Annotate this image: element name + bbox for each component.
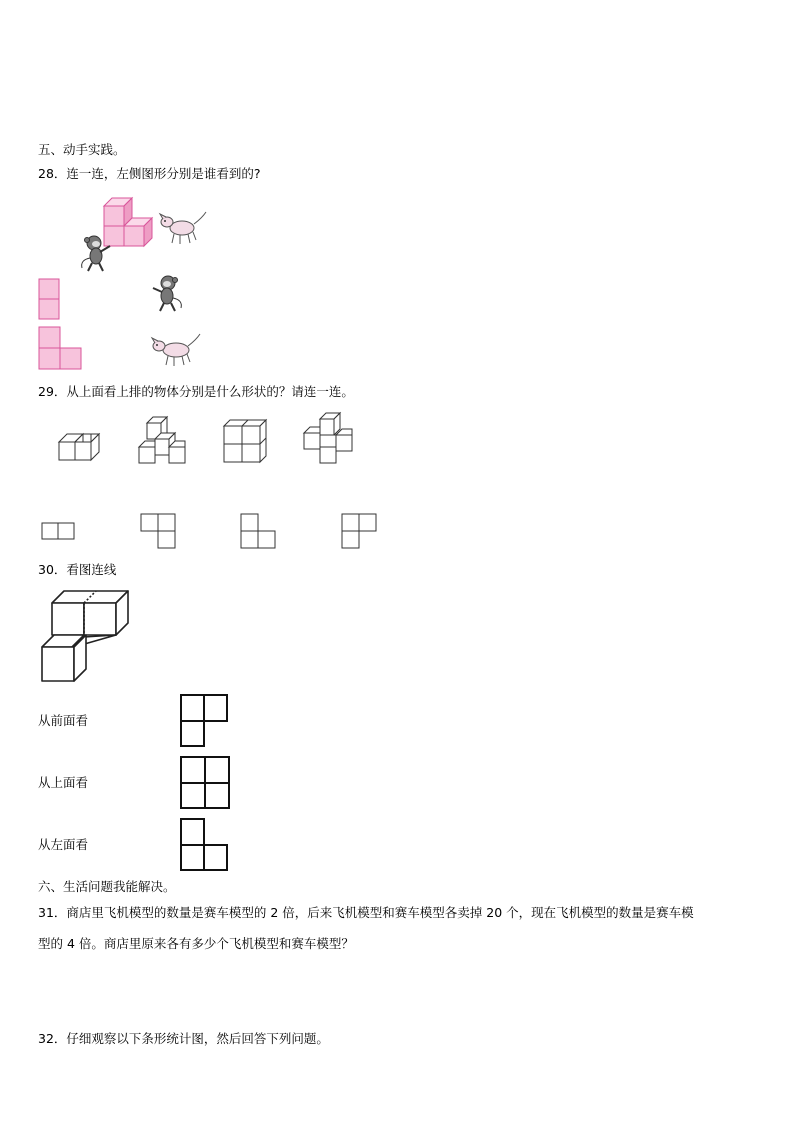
view-label-top: 从上面看	[38, 775, 89, 790]
dog-icon	[150, 332, 202, 368]
front-view-option-vertical	[38, 278, 62, 320]
monkey-icon	[78, 234, 114, 274]
solid-figure-a	[57, 430, 107, 464]
top-view-option-4	[341, 513, 379, 551]
side-view-option-l-shape	[38, 326, 84, 370]
question-32-text: 32．仔细观察以下条形统计图，然后回答下列问题。	[38, 1031, 329, 1046]
view-label-front: 从前面看	[38, 713, 89, 728]
view-shape-3	[180, 818, 230, 872]
top-view-option-3	[240, 513, 278, 551]
dog-icon	[158, 210, 208, 246]
monkey-icon	[150, 274, 186, 314]
solid-figure-b	[137, 413, 189, 465]
top-view-option-1	[41, 522, 77, 542]
solid-figure-q30	[40, 589, 132, 685]
view-shape-1	[180, 694, 230, 748]
section-5-heading: 五、动手实践。	[38, 142, 126, 157]
question-28-text: 28．连一连，左侧图形分别是谁看到的?	[38, 166, 261, 181]
question-30-text: 30．看图连线	[38, 562, 117, 577]
question-31-line-2: 型的 4 倍。商店里原来各有多少个飞机模型和赛车模型？	[38, 936, 354, 951]
view-shape-2	[180, 756, 232, 810]
solid-figure-c	[222, 418, 270, 464]
view-label-left: 从左面看	[38, 837, 89, 852]
question-29-text: 29．从上面看上排的物体分别是什么形状的？请连一连。	[38, 384, 354, 399]
top-view-option-2	[140, 513, 178, 551]
section-6-heading: 六、生活问题我能解决。	[38, 879, 176, 894]
question-31-line-1: 31．商店里飞机模型的数量是赛车模型的 2 倍，后来飞机模型和赛车模型各卖掉 20 个，现在飞机模型的数量是赛车模	[38, 905, 694, 920]
solid-figure-d	[302, 411, 354, 465]
